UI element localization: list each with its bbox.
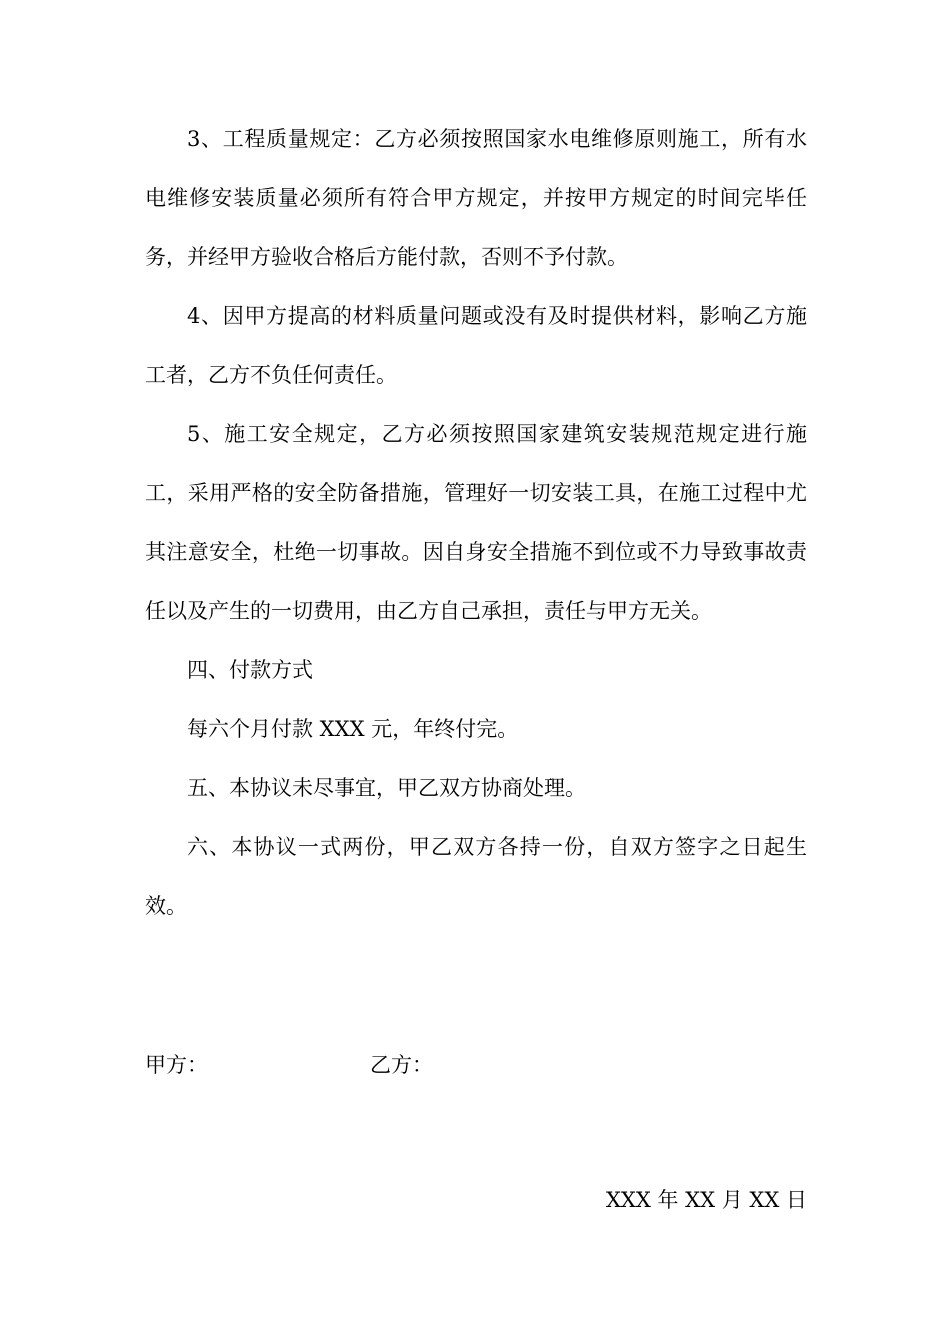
signature-block	[145, 1045, 807, 1085]
document-body	[145, 110, 807, 936]
payment-terms: 每六个月付款 XXX 元，年终付完。	[187, 717, 519, 741]
party-b-signature-label: 乙方：	[370, 1053, 433, 1077]
clause-4-materials: 4、因甲方提高的材料质量问题或没有及时提供材料，影响乙方施工者，乙方不负任何责任。	[145, 304, 807, 387]
party-a-signature-label: 甲方：	[145, 1053, 208, 1077]
clause-3-quality: 3、工程质量规定：乙方必须按照国家水电维修原则施工，所有水电维修安装质量必须所有符合甲方规定，并按甲方规定的时间完毕任务，并经甲方验收合格后方能付款，否则不予付款。	[145, 127, 807, 269]
section-6: 六、本协议一式两份，甲乙双方各持一份，自双方签字之日起生效。	[145, 835, 807, 918]
signing-date: XXX 年 XX 月 XX 日	[605, 1188, 807, 1212]
clause-5-safety: 5、施工安全规定，乙方必须按照国家建筑安装规范规定进行施工，采用严格的安全防备措施，管理好一切安装工具，在施工过程中尤其注意安全，杜绝一切事故。因自身安全措施不到位或不力导致事故责任以及产生的一切费用，由乙方自己承担，责任与甲方无关。	[145, 422, 807, 623]
section-5: 五、本协议未尽事宜，甲乙双方协商处理。	[187, 776, 586, 800]
section-4-heading: 四、付款方式	[187, 658, 313, 682]
